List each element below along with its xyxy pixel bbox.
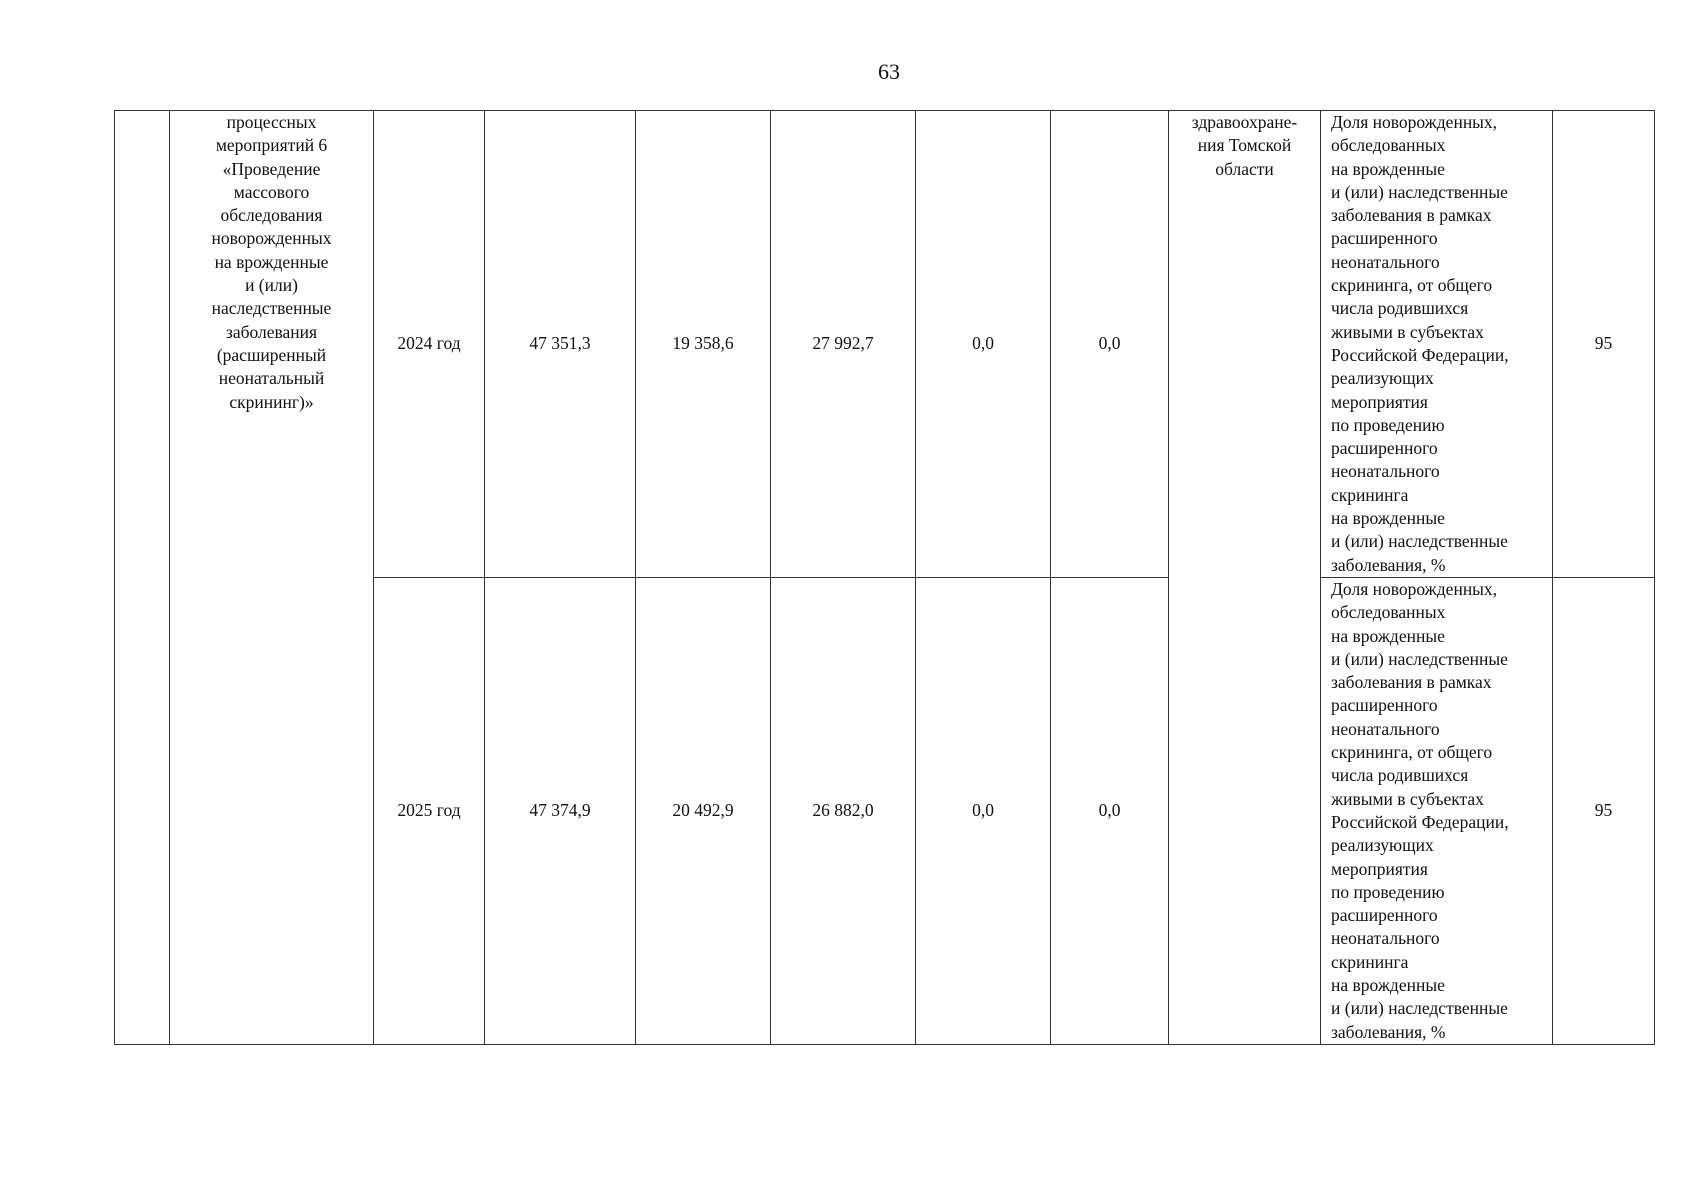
local-budget-cell: 0,0 <box>916 111 1051 578</box>
other-sources-cell: 0,0 <box>1051 111 1169 578</box>
table-row <box>115 111 1655 578</box>
local-budget-cell: 0,0 <box>916 578 1051 1045</box>
year-cell: 2025 год <box>374 578 485 1045</box>
budget-table <box>114 110 1655 1045</box>
row-number-cell <box>115 111 170 1045</box>
indicator-value-cell: 95 <box>1553 111 1655 578</box>
other-sources-cell: 0,0 <box>1051 578 1169 1045</box>
indicator-cell: Доля новорожденных, обследованных на врожденные и (или) наследственные заболевания в рамках расширенного неонатального скрининга, от общего числа родившихся живыми в субъектах Российской Федерации, реализующих мероприятия по проведению расширенного неонатального скрининга на врожденные и (или) наследственные заболевания, % <box>1321 111 1553 578</box>
page-number: 63 <box>878 59 900 84</box>
total-cell: 47 374,9 <box>485 578 636 1045</box>
total-cell: 47 351,3 <box>485 111 636 578</box>
regional-budget-cell: 26 882,0 <box>771 578 916 1045</box>
regional-budget-cell: 27 992,7 <box>771 111 916 578</box>
indicator-cell: Доля новорожденных, обследованных на врожденные и (или) наследственные заболевания в рамках расширенного неонатального скрининга, от общего числа родившихся живыми в субъектах Российской Федерации, реализующих мероприятия по проведению расширенного неонатального скрининга на врожденные и (или) наследственные заболевания, % <box>1321 578 1553 1045</box>
federal-budget-cell: 19 358,6 <box>636 111 771 578</box>
year-cell: 2024 год <box>374 111 485 578</box>
federal-budget-cell: 20 492,9 <box>636 578 771 1045</box>
event-name-cell: процессных мероприятий 6 «Проведение массового обследования новорожденных на врожденные и (или) наследственные заболевания (расширенный неонатальный скрининг)» <box>170 111 374 1045</box>
responsible-cell: здравоохране- ния Томской области <box>1169 111 1321 1045</box>
indicator-value-cell: 95 <box>1553 578 1655 1045</box>
